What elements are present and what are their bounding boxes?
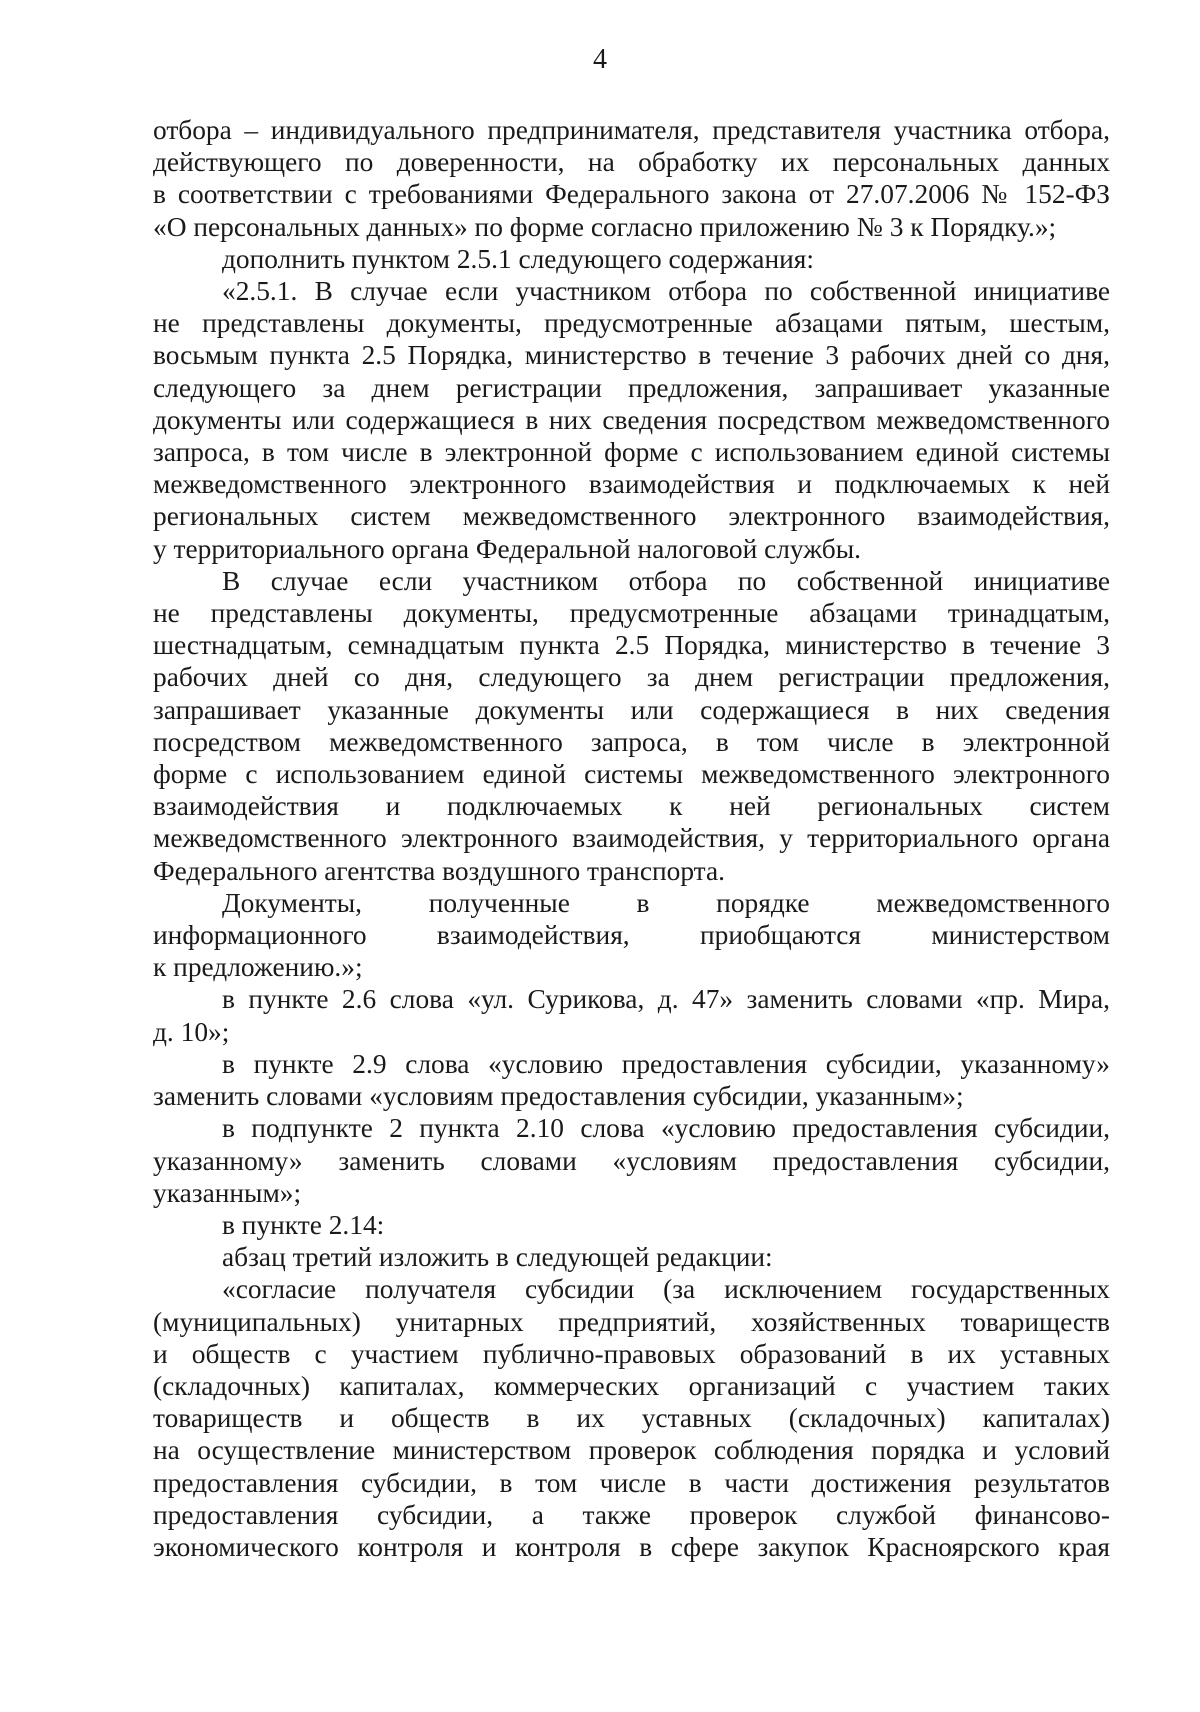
text-line: указанным»; [153,1177,302,1208]
text-line: региональных систем межведомственного электронного взаимодействия, [153,501,1110,532]
text-line: следующего за днем регистрации предложения, запрашивает указанные [153,372,1110,403]
text-line: экономического контроля и контроля в сфере закупок Красноярского края [153,1531,1110,1562]
text-line: (муниципальных) унитарных предприятий, хозяйственных товариществ [153,1306,1110,1337]
paragraph [153,1273,1110,1563]
paragraph [153,243,1110,275]
text-line: в соответствии с требованиями Федерального закона от 27.07.2006 № 152-ФЗ [153,179,1110,210]
paragraph [153,1209,1110,1241]
text-line: отбора – индивидуального предпринимателя, представителя участника отбора, [153,115,1110,145]
text-line: у территориального органа Федеральной налоговой службы. [153,533,861,564]
text-line: дополнить пунктом 2.5.1 следующего содержания: [222,243,814,274]
text-line: В случае если участником отбора по собственной инициативе [222,565,1110,596]
text-line: Федерального агентства воздушного транспорта. [153,855,725,886]
text-line: взаимодействия и подключаемых к ней региональных систем [153,791,1110,822]
text-line: в пункте 2.9 слова «условию предоставления субсидии, указанному» [222,1048,1110,1079]
text-line: межведомственного электронного взаимодействия и подключаемых к ней [153,469,1110,500]
text-line: документы или содержащиеся в них сведения посредством межведомственного [153,404,1110,435]
text-line: действующего по доверенности, на обработку их персональных данных [153,147,1110,178]
paragraph [153,983,1110,1047]
text-line: в пункте 2.6 слова «ул. Сурикова, д. 47» заменить словами «пр. Мира, [222,984,1110,1015]
paragraph [153,887,1110,984]
text-line: информационного взаимодействия, приобщаются министерством [153,920,1110,951]
text-line: к предложению.»; [153,952,363,983]
text-line: предоставления субсидии, а также проверок службой финансово- [153,1499,1110,1530]
paragraph [153,114,1110,243]
text-line: д. 10»; [153,1016,230,1047]
text-line: в подпункте 2 пункта 2.10 слова «условию предоставления субсидии, [222,1113,1110,1144]
text-line: межведомственного электронного взаимодействия, у территориального органа [153,823,1110,854]
text-line: предоставления субсидии, в том числе в части достижения результатов [153,1467,1110,1498]
text-line: посредством межведомственного запроса, в том числе в электронной [153,726,1110,757]
text-line: «О персональных данных» по форме согласно приложению № 3 к Порядку.»; [153,211,1057,242]
text-line: товариществ и обществ в их уставных (складочных) капиталах) [153,1403,1110,1434]
text-line: и обществ с участием публично-правовых образований в их уставных [153,1338,1110,1369]
paragraph [153,1048,1110,1112]
paragraph [153,275,1110,565]
document-body [153,114,1110,1563]
text-line: указанному» заменить словами «условиям предоставления субсидии, [153,1145,1110,1176]
text-line: (складочных) капиталах, коммерческих организаций с участием таких [153,1370,1110,1401]
text-line: «2.5.1. В случае если участником отбора по собственной инициативе [222,276,1110,307]
text-line: не представлены документы, предусмотренные абзацами пятым, шестым, [153,308,1110,339]
paragraph [153,565,1110,887]
text-line: рабочих дней со дня, следующего за днем регистрации предложения, [153,662,1110,693]
paragraph [153,1112,1110,1209]
text-line: восьмым пункта 2.5 Порядка, министерство в течение 3 рабочих дней со дня, [153,340,1110,371]
page-number: 4 [593,44,607,75]
text-line: запроса, в том числе в электронной форме с использованием единой системы [153,437,1110,468]
text-line: абзац третий изложить в следующей редакции: [222,1242,773,1273]
text-line: шестнадцатым, семнадцатым пункта 2.5 Порядка, министерство в течение 3 [153,630,1110,661]
text-line: заменить словами «условиям предоставления субсидии, указанным»; [153,1081,964,1112]
text-line: не представлены документы, предусмотренные абзацами тринадцатым, [153,598,1110,629]
paragraph [153,1241,1110,1273]
text-line: на осуществление министерством проверок соблюдения порядка и условий [153,1435,1110,1466]
text-line: «согласие получателя субсидии (за исключением государственных [222,1274,1110,1305]
text-line: Документы, полученные в порядке межведомственного [222,887,1110,918]
text-line: форме с использованием единой системы межведомственного электронного [153,759,1110,790]
text-line: в пункте 2.14: [222,1209,385,1240]
text-line: запрашивает указанные документы или содержащиеся в них сведения [153,694,1110,725]
